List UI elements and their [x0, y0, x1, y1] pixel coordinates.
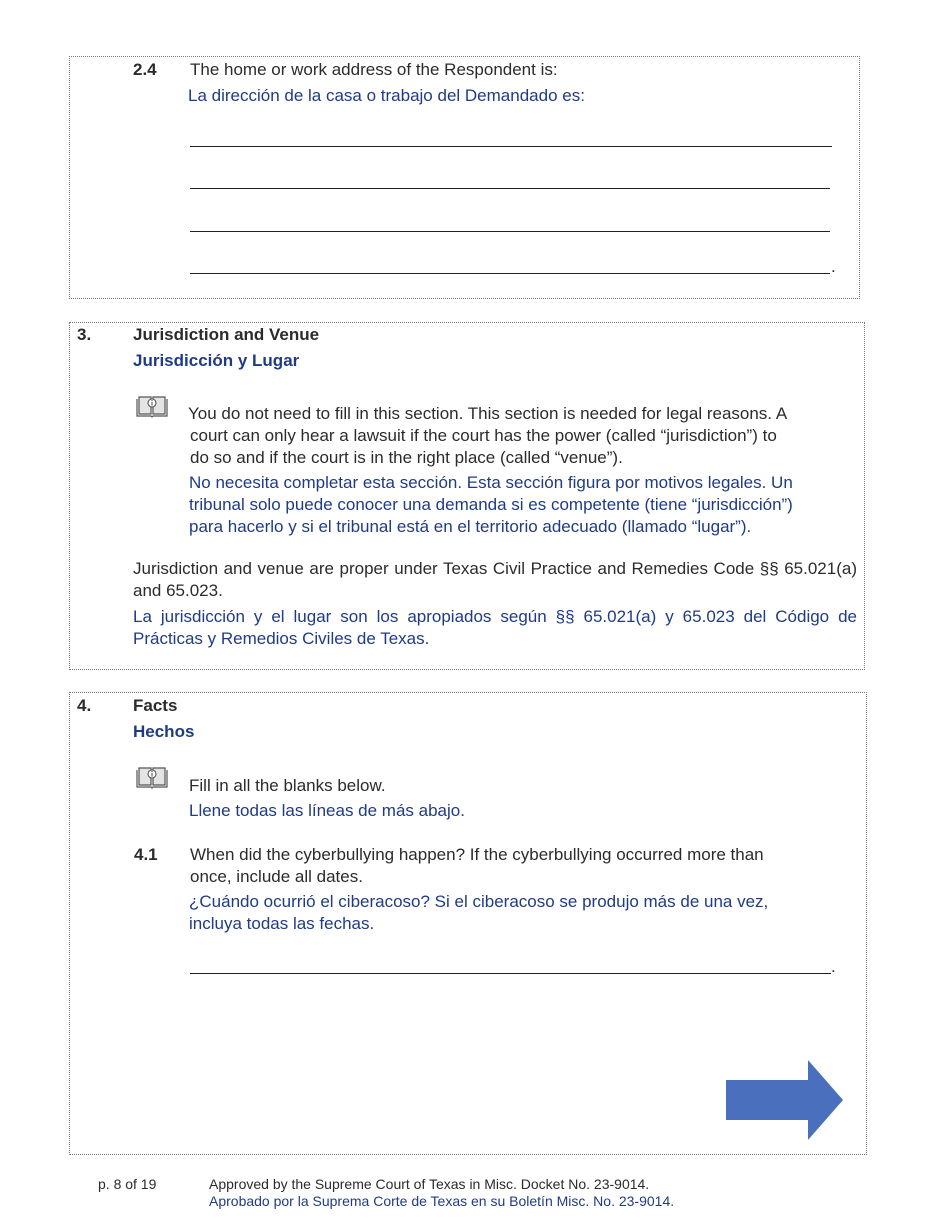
section-4-title-es: Hechos — [133, 722, 195, 741]
section-3-title-es: Jurisdicción y Lugar — [133, 351, 300, 370]
section-3-title-en: Jurisdiction and Venue — [133, 325, 320, 344]
section-3-note-en-line-2: court can only hear a lawsuit if the court has the power (called “jurisdiction”) to — [190, 426, 777, 445]
next-page-arrow-icon[interactable] — [726, 1060, 844, 1140]
section-3-body-en: Jurisdiction and venue are proper under Texas Civil Practice and Remedies Code §§ 65.021(a) and 65.023. — [133, 559, 857, 600]
question-4-1-number: 4.1 — [134, 845, 158, 864]
address-period: . — [831, 257, 836, 276]
address-line-2[interactable] — [190, 188, 830, 189]
footer-page-number: p. 8 of 19 — [98, 1176, 157, 1192]
section-3-note-es-line-1: No necesita completar esta sección. Esta sección figura por motivos legales. Un — [189, 473, 793, 492]
question-4-1-es-line-1: ¿Cuándo ocurrió el ciberacoso? Si el ciberacoso se produjo más de una vez, — [189, 892, 769, 911]
footer-approved-es: Aprobado por la Suprema Corte de Texas en su Boletín Misc. No. 23-9014. — [209, 1193, 675, 1209]
question-4-1-en-line-2: once, include all dates. — [190, 867, 363, 886]
section-2-4-text-en: The home or work address of the Respondent is: — [190, 60, 558, 79]
question-4-1-en-line-1: When did the cyberbullying happen? If the cyberbullying occurred more than — [190, 845, 764, 864]
section-3-note-es-line-2: tribunal solo puede conocer una demanda si es competente (tiene “jurisdicción”) — [189, 495, 793, 514]
book-info-icon — [135, 765, 169, 791]
address-line-4[interactable] — [190, 273, 830, 274]
section-4-number: 4. — [77, 696, 92, 715]
section-3-number: 3. — [77, 325, 92, 344]
question-4-1-es-line-2: incluya todas las fechas. — [189, 914, 375, 933]
section-2-4-text-es: La dirección de la casa o trabajo del Demandado es: — [188, 86, 585, 105]
section-3-note-es-line-3: para hacerlo y si el tribunal está en el territorio adecuado (llamado “lugar”). — [189, 517, 752, 536]
section-2-4-number: 2.4 — [133, 60, 157, 79]
address-line-3[interactable] — [190, 231, 830, 232]
section-3-note-en-line-3: do so and if the court is in the right place (called “venue”). — [190, 448, 623, 467]
section-4-note-es: Llene todas las líneas de más abajo. — [189, 801, 465, 820]
book-info-icon — [135, 394, 169, 420]
footer-approved-en: Approved by the Supreme Court of Texas in Misc. Docket No. 23-9014. — [209, 1176, 650, 1192]
section-4-note-en: Fill in all the blanks below. — [189, 776, 386, 795]
section-4-title-en: Facts — [133, 696, 178, 715]
dates-period: . — [831, 957, 836, 976]
section-3-note-en-line-1: You do not need to fill in this section. This section is needed for legal reasons. A — [188, 404, 788, 423]
dates-answer-line[interactable] — [190, 973, 831, 974]
section-3-body-es: La jurisdicción y el lugar son los apropiados según §§ 65.021(a) y 65.023 del Código de Prácticas y Remedios Civiles de Texas. — [133, 607, 857, 648]
address-line-1[interactable] — [190, 146, 832, 147]
